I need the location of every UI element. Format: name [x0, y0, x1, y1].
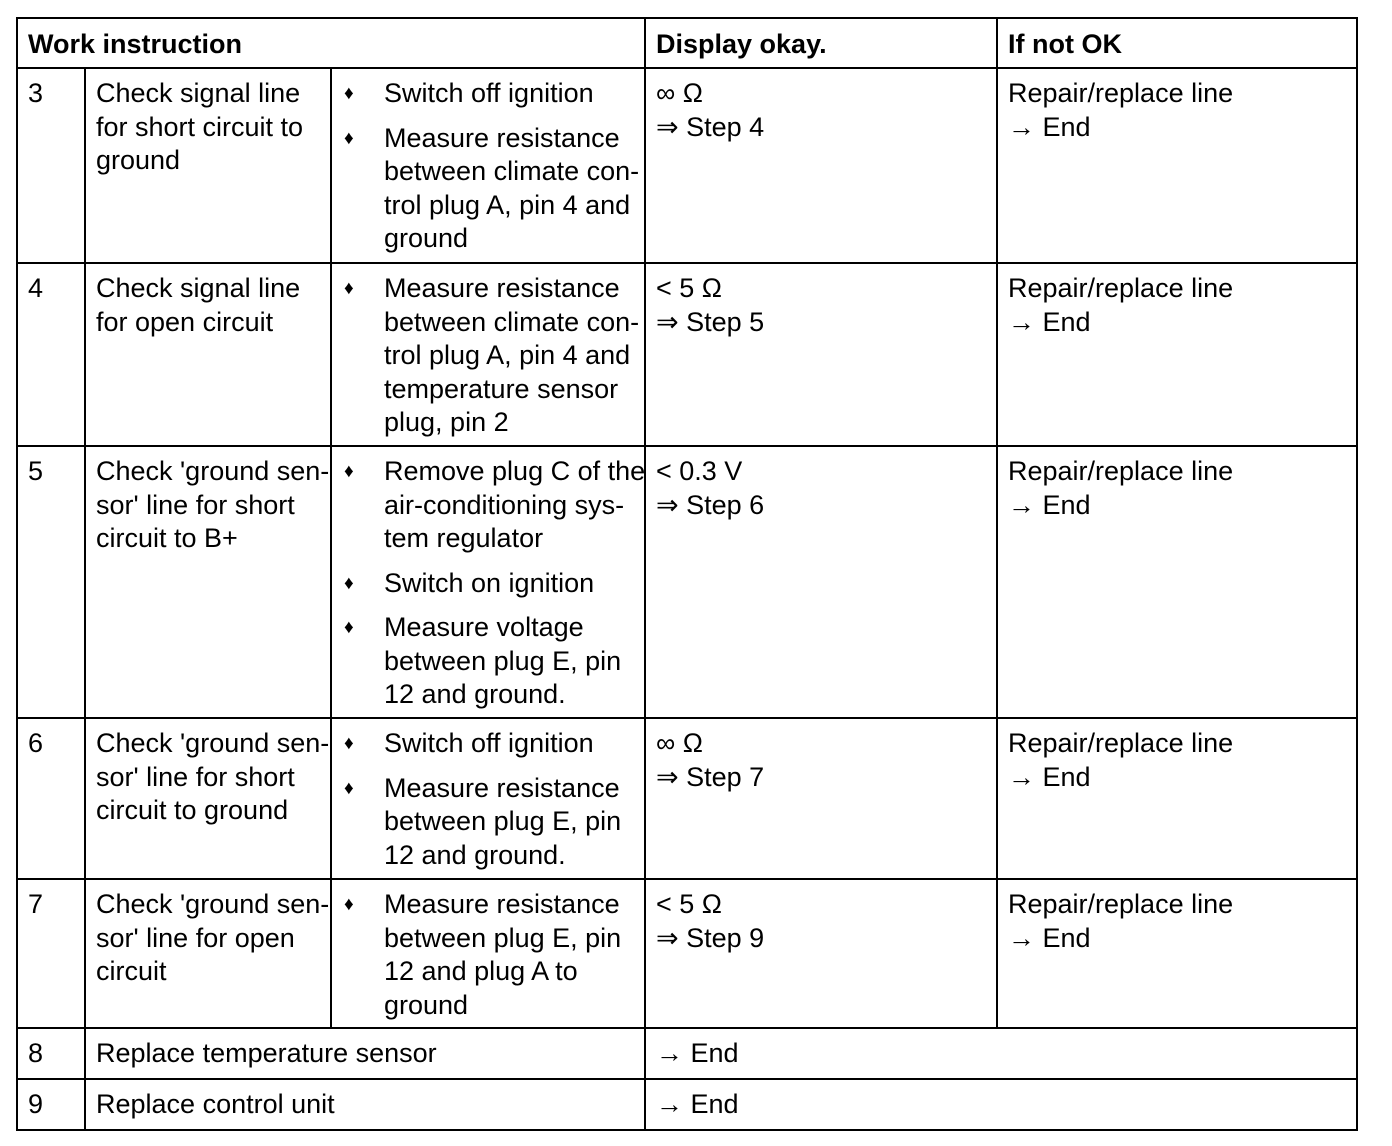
action-text-line: trol plug A, pin 4 and [384, 189, 631, 220]
header-display-ok: Display okay. [645, 18, 997, 68]
display-ok-line: ∞ Ω [656, 728, 703, 758]
step-number-cell: 8 [17, 1028, 85, 1079]
display-ok-line: < 5 Ω [656, 889, 722, 919]
if-not-ok-line: → End [1008, 111, 1091, 142]
action-item [342, 611, 634, 712]
action-item [342, 888, 634, 1022]
work-instruction-table [16, 17, 1358, 1131]
table-row [17, 718, 1357, 879]
if-not-ok-cell [997, 718, 1357, 879]
if-not-ok-line: Repair/replace line [1008, 78, 1234, 108]
display-ok-line: < 5 Ω [656, 273, 722, 303]
action-list-cell [331, 718, 645, 879]
action-bullet-list [342, 888, 634, 1022]
header-if-not-ok: If not OK [997, 18, 1357, 68]
diamond-bullet-icon: ♦ [344, 894, 354, 915]
header-work-instruction: Work instruction [17, 18, 645, 68]
diamond-bullet-icon: ♦ [344, 83, 354, 104]
if-not-ok-line: → End [1008, 306, 1091, 337]
action-text-line: air-conditioning sys- [384, 489, 625, 520]
if-not-ok-line: Repair/replace line [1008, 273, 1234, 303]
action-text-line: Remove plug C of the [384, 456, 646, 486]
check-description-line: Check 'ground sen- [96, 456, 330, 486]
result-cell: → End [645, 1079, 1357, 1130]
diamond-bullet-icon: ♦ [344, 733, 354, 754]
check-description-line: sor' line for short [96, 761, 295, 792]
table-row [17, 446, 1357, 718]
action-text-line: between climate con- [384, 306, 640, 337]
check-description-line: for open circuit [96, 306, 274, 337]
check-description-line: Check signal line [96, 273, 301, 303]
action-text-line: Switch off ignition [384, 78, 594, 108]
action-item [342, 567, 634, 601]
action-text [384, 567, 634, 601]
action-text-line: Measure resistance [384, 772, 620, 803]
check-description-cell [85, 446, 331, 718]
diamond-bullet-icon: ♦ [344, 617, 354, 638]
action-text-line: between plug E, pin [384, 645, 622, 676]
check-description-line: Check 'ground sen- [96, 728, 330, 758]
check-description-line: sor' line for short [96, 489, 295, 520]
action-text-line: Measure resistance [384, 122, 620, 153]
action-text-line: between climate con- [384, 156, 640, 186]
action-text-line: Measure resistance [384, 273, 620, 303]
action-bullet-list [342, 455, 646, 712]
if-not-ok-line: Repair/replace line [1008, 889, 1234, 919]
action-item [342, 122, 640, 256]
result-cell: → End [645, 1028, 1357, 1079]
check-description-cell [85, 263, 331, 446]
action-text-line: plug, pin 2 [384, 407, 509, 437]
if-not-ok-line: → End [1008, 489, 1091, 520]
instruction-cell: Replace temperature sensor [85, 1028, 645, 1079]
action-text-line: Measure resistance [384, 889, 620, 919]
check-description-line: circuit to B+ [96, 523, 238, 553]
check-description-line: circuit [96, 956, 167, 986]
action-text [384, 611, 634, 712]
check-description-line: for short circuit to [96, 111, 304, 142]
if-not-ok-cell [997, 263, 1357, 446]
step-number-cell: 5 [17, 446, 85, 718]
action-text [384, 455, 645, 556]
action-text-line: tem regulator [384, 523, 544, 553]
action-list-cell [331, 68, 645, 263]
action-text-line: between plug E, pin [384, 806, 622, 836]
action-item [342, 272, 640, 440]
check-description-line: Check 'ground sen- [96, 889, 330, 919]
display-ok-line: ⇒ Step 7 [656, 761, 765, 792]
action-text [384, 772, 634, 873]
display-ok-cell [645, 446, 997, 718]
diamond-bullet-icon: ♦ [344, 278, 354, 299]
display-ok-line: ⇒ Step 4 [656, 111, 765, 142]
check-description-cell [85, 879, 331, 1028]
check-description-line: Check signal line [96, 78, 301, 108]
table-row [17, 1079, 1357, 1130]
action-list-cell [331, 879, 645, 1028]
action-text-line: ground [384, 223, 469, 253]
display-ok-line: ⇒ Step 6 [656, 489, 765, 520]
action-list-cell [331, 263, 645, 446]
display-ok-cell [645, 263, 997, 446]
diamond-bullet-icon: ♦ [344, 461, 354, 482]
action-item [342, 455, 646, 556]
action-text-line: Switch on ignition [384, 567, 595, 598]
action-text-line: 12 and ground. [384, 839, 566, 870]
action-text-line: Measure voltage [384, 612, 584, 642]
step-number-cell: 6 [17, 718, 85, 879]
if-not-ok-cell [997, 446, 1357, 718]
action-text [384, 77, 634, 111]
table-row [17, 1028, 1357, 1079]
check-description-line: sor' line for open [96, 922, 295, 953]
table-row [17, 263, 1357, 446]
action-text-line: between plug E, pin [384, 922, 622, 953]
action-list-cell [331, 446, 645, 718]
if-not-ok-line: Repair/replace line [1008, 456, 1234, 486]
instruction-cell: Replace control unit [85, 1079, 645, 1130]
step-number-cell: 7 [17, 879, 85, 1028]
action-text [384, 272, 639, 440]
action-text-line: ground [384, 989, 469, 1020]
action-text-line: temperature sensor [384, 373, 619, 404]
display-ok-line: ∞ Ω [656, 78, 703, 108]
table-row [17, 68, 1357, 263]
display-ok-line: ⇒ Step 5 [656, 306, 765, 337]
action-item [342, 772, 634, 873]
if-not-ok-cell [997, 879, 1357, 1028]
table-row [17, 879, 1357, 1028]
action-text [384, 122, 639, 256]
action-text-line: 12 and plug A to [384, 956, 578, 986]
diamond-bullet-icon: ♦ [344, 572, 354, 594]
diamond-bullet-icon: ♦ [344, 127, 354, 149]
display-ok-cell [645, 718, 997, 879]
step-number-cell: 4 [17, 263, 85, 446]
check-description-cell [85, 718, 331, 879]
display-ok-cell [645, 68, 997, 263]
check-description-line: circuit to ground [96, 795, 289, 825]
action-item [342, 77, 634, 111]
action-bullet-list [342, 272, 640, 440]
diamond-bullet-icon: ♦ [344, 777, 354, 799]
action-bullet-list [342, 727, 634, 872]
if-not-ok-line: Repair/replace line [1008, 728, 1234, 758]
check-description-cell [85, 68, 331, 263]
action-text [384, 727, 634, 761]
action-text-line: 12 and ground. [384, 679, 566, 709]
if-not-ok-line: → End [1008, 922, 1091, 953]
header-row [17, 18, 1357, 68]
action-text [384, 888, 634, 1022]
if-not-ok-line: → End [1008, 761, 1091, 792]
action-text-line: Switch off ignition [384, 728, 594, 758]
step-number-cell: 3 [17, 68, 85, 263]
display-ok-line: < 0.3 V [656, 456, 743, 486]
action-item [342, 727, 634, 761]
display-ok-cell [645, 879, 997, 1028]
check-description-line: ground [96, 145, 181, 175]
action-text-line: trol plug A, pin 4 and [384, 340, 631, 370]
step-number-cell: 9 [17, 1079, 85, 1130]
action-bullet-list [342, 77, 640, 256]
if-not-ok-cell [997, 68, 1357, 263]
display-ok-line: ⇒ Step 9 [656, 922, 765, 953]
